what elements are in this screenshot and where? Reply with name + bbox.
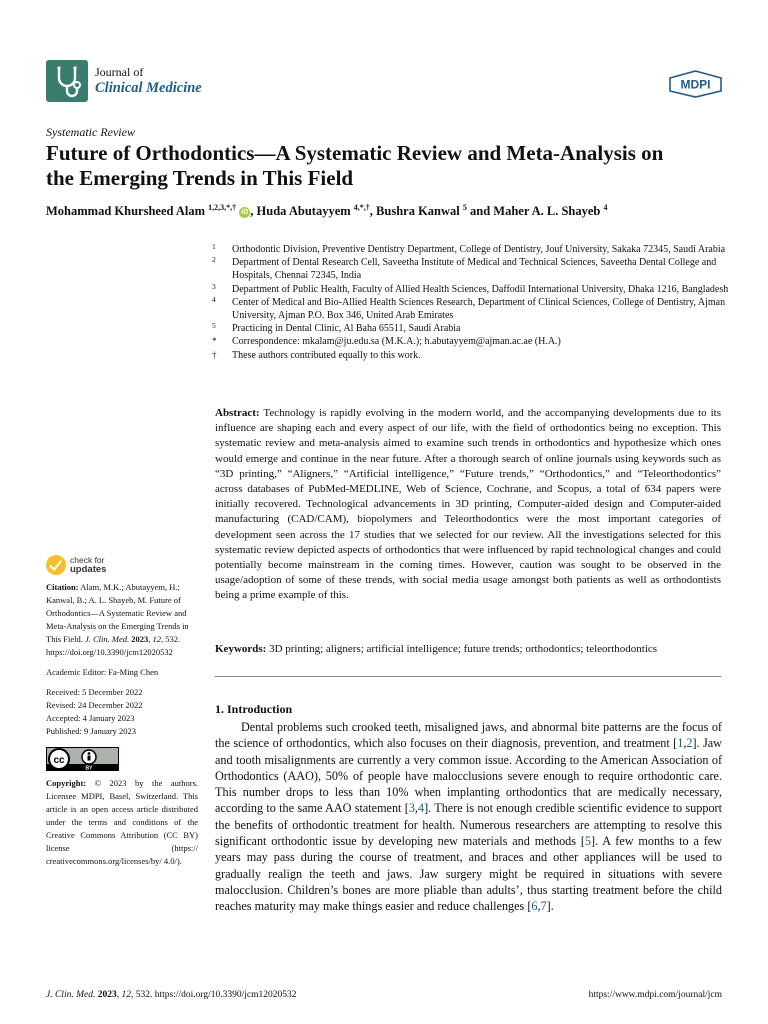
- journal-name: [95, 66, 202, 96]
- copyright-text: © 2023 by the authors. Licensee MDPI, Basel, Switzerland. This article is an open access article distributed under the terms and conditions of the Creative Commons Attribution (CC BY) license (https:// creativecommons.org/licenses/by/ 4.0/).: [46, 778, 199, 866]
- section-divider: [215, 676, 721, 677]
- affiliation-mark: 2: [212, 255, 216, 265]
- article-title: Future of Orthodontics—A Systematic Review and Meta-Analysis on the Emerging Trends in This Field: [46, 141, 664, 191]
- keywords-label: Keywords:: [215, 643, 267, 655]
- intro-text: Dental problems such crooked teeth, misaligned jaws, and abnormal bite patterns are the focus of the science of orthodontics, which also focuses on their diagnosis, prevention, and treatment [: [215, 720, 722, 751]
- reference-link[interactable]: 6: [531, 899, 538, 914]
- author-affiliation-marks: 4,*,†: [353, 203, 370, 212]
- keywords: [215, 642, 725, 657]
- abstract: [215, 406, 721, 604]
- intro-text: ]. There is not enough credible scientific evidence to support the benefits of orthodontic treatment for health. Numerous researchers are attempting to resolve this significant orthodontic issue by developing new materials and methods [: [215, 801, 722, 849]
- introduction-body: [215, 719, 722, 915]
- journal-title: Clinical Medicine: [95, 79, 202, 96]
- affiliation-text: Department of Public Health, Faculty of Allied Health Sciences, Daffodil International University, Dhaka 1216, Bangladesh: [232, 283, 729, 295]
- reference-link[interactable]: 2: [686, 736, 693, 751]
- published-date: Published: 9 January 2023: [46, 726, 136, 736]
- affiliation-mark: 3: [212, 281, 216, 291]
- article-type: Systematic Review: [46, 125, 135, 139]
- received-date: Received: 5 December 2022: [46, 687, 143, 697]
- revised-date: Revised: 24 December 2022: [46, 700, 143, 710]
- orcid-icon[interactable]: iD: [241, 209, 249, 217]
- svg-text:MDPI: MDPI: [680, 77, 711, 92]
- academic-editor: Academic Editor: Fa-Ming Chen: [46, 667, 159, 677]
- accepted-date: Accepted: 4 January 2023: [46, 713, 135, 723]
- citation-text: Alam, M.K.; Abutayyem, H.; Kanwal, B.; A. L. Shayeb, M. Future of Orthodontics—A Systematic Review and Meta-Analysis on the Emerging Trends in This Field.: [46, 582, 189, 644]
- article-sidebar: [46, 581, 198, 868]
- intro-text: ,: [414, 801, 418, 816]
- reference-link[interactable]: 1: [677, 736, 684, 751]
- check-for-updates-badge[interactable]: [46, 555, 136, 577]
- affiliation-text: These authors contributed equally to this work.: [232, 349, 421, 361]
- intro-text: ]. Jaw and tooth misalignments are currently a very common issue. According to the American Association of Orthodontics (AAO), 50% of people have malocclusions severe enough to require orthodontic care. This number drops to less than 10% when implanting orthodontics that are medically necessary, according to the same AAO statement [: [215, 736, 722, 816]
- footer-journal-url[interactable]: https://www.mdpi.com/journal/jcm: [588, 990, 722, 1000]
- author-name: Huda Abutayyem: [256, 204, 354, 219]
- author-name: Mohammad Khursheed Alam: [46, 204, 209, 219]
- footer-citation: J. Clin. Med. 2023, 12, 532. https://doi.org/10.3390/jcm12020532: [46, 990, 297, 1000]
- reference-link[interactable]: 4: [417, 801, 425, 816]
- author-affiliation-marks: 5: [462, 203, 467, 212]
- affiliation-text: Department of Dental Research Cell, Saveetha Institute of Medical and Technical Sciences, Saveetha Dental College and Hospitals, Chennai 72345, India: [232, 257, 717, 282]
- svg-text:BY: BY: [85, 765, 93, 771]
- affiliation-text: Center of Medical and Bio-Allied Health Sciences Research, Department of Clinical Sciences, College of Dentistry, Ajman University, Ajman P.O. Box 346, United Arab Emirates: [232, 296, 726, 322]
- publisher-logo: [668, 70, 723, 98]
- reference-link[interactable]: 5: [584, 834, 592, 849]
- intro-text: ,: [683, 736, 687, 751]
- affiliation-item: [212, 256, 732, 282]
- affiliation-text: Orthodontic Division, Preventive Dentistry Department, College of Dentistry, Jouf University, Sakaka 72345, Saudi Arabia: [232, 244, 726, 255]
- affiliation-item: [212, 243, 732, 256]
- affiliation-mark: †: [212, 349, 217, 360]
- footer-journal: J. Clin. Med.: [46, 990, 96, 1000]
- footer-volume: 12: [121, 990, 131, 1000]
- citation: Citation: Alam, M.K.; Abutayyem, H.; Kanwal, B.; A. L. Shayeb, M. Future of Orthodontics—A Systematic Review and Meta-Analysis on the Emerging Trends in This Field. J. Clin. Med. 2023, 12, 532. https://doi.org/10.3390/jcm12020532: [46, 582, 189, 657]
- author-affiliation-marks: 1,2,3,*,†: [208, 203, 237, 212]
- reference-link[interactable]: 3: [408, 801, 415, 816]
- affiliation-item: [212, 349, 732, 362]
- svg-text:cc: cc: [53, 755, 65, 766]
- affiliation-item: [212, 283, 732, 296]
- reference-link[interactable]: 7: [540, 899, 547, 914]
- affiliation-mark: 1: [212, 242, 216, 251]
- check-line2: updates: [70, 564, 107, 575]
- author-name: Bushra Kanwal: [376, 204, 463, 219]
- footer-year: 2023: [97, 990, 117, 1000]
- affiliations: [212, 243, 732, 362]
- affiliation-item: [212, 335, 732, 348]
- affiliation-mark: 5: [212, 321, 216, 331]
- journal-of-label: Journal of: [95, 65, 144, 79]
- citation-volume: 12: [152, 634, 161, 644]
- copyright-label: Copyright:: [46, 778, 87, 788]
- footer-doi[interactable]: , 532. https://doi.org/10.3390/jcm12020532: [130, 990, 297, 1000]
- affiliation-mark: 4: [212, 294, 216, 304]
- copyright: [46, 777, 198, 868]
- intro-text: ]. A few months to a few years may pass during the course of treatment, and braces and other appliances will be used to gradually realign the teeth and jaws. Jaw surgery might be required in situations with severe malocclusion. Children’s bones are more pliable than adults’, thus starting treatment before the child reaches maturity may make things easier and reduce challenges [: [215, 834, 722, 914]
- affiliation-mark: *: [212, 336, 217, 347]
- publication-dates: [46, 686, 198, 738]
- check-line1: check for: [70, 555, 105, 565]
- abstract-text: Technology is rapidly evolving in the modern world, and the accompanying developments due to its influence are shaping each and every aspect of our life, with the field of orthodontics being no exception. This systematic review and meta-analysis aimed to examine such trends in orthodontics and hypothesize which ones would emerge and continue in the near future. After a thorough search of online journals using keywords such as “3D printing,” “Aligners,” “Artificial intelligence,” “Future trends,” “Orthodontics,” and “Teleorthodontics” across databases of PubMed-MEDLINE, Web of Science, Cochrane, and Scopus, a total of 634 papers were initially recovered. Technological advancements in 3D printing, Computer-aided design and Computer-aided manufacturing (CAD/CAM), biopolymers and Teleorthodontics were the most important categories of development seen across the 17 studies that we selected for our review. All the investigations selected for this systematic review depicted aspects of orthodontics that were influenced by rapid technological changes and could potentially become mainstream in the coming times. However, caution was sought to be observed in the usage/adoption of some of these trends, with social media usage amongst both patients as well as orthodontists being a prime example of this.: [215, 407, 721, 602]
- author-name: Maher A. L. Shayeb: [493, 204, 604, 219]
- citation-journal: J. Clin. Med.: [84, 634, 130, 644]
- keywords-text: 3D printing; aligners; artificial intelligence; future trends; orthodontics; teleorthodontics: [269, 643, 658, 655]
- affiliation-text: Practicing in Dental Clinic, Al Baha 65511, Saudi Arabia: [232, 323, 461, 335]
- author-list: Mohammad Khursheed Alam $^{1,2,3,*,\dagger}$ iD , Huda Abutayyem $^{4,*,\dagger}$, Bushra Kanwal $^5$ and Maher A. L. Shayeb $^4$: [46, 203, 608, 219]
- journal-logo: [46, 60, 88, 102]
- intro-text: ].: [546, 899, 554, 914]
- affiliation-item: [212, 322, 732, 335]
- citation-year: 2023: [131, 634, 149, 644]
- intro-text: ,: [537, 899, 541, 914]
- author-affiliation-marks: 4: [603, 203, 608, 212]
- check-icon: [46, 555, 66, 575]
- cc-by-license-icon[interactable]: [46, 747, 119, 771]
- abstract-label: Abstract:: [215, 407, 260, 419]
- citation-doi[interactable]: , 532. https://doi.org/10.3390/jcm12020532: [46, 634, 181, 657]
- affiliation-text: Correspondence: mkalam@ju.edu.sa (M.K.A.); h.abutayyem@ajman.ac.ae (H.A.): [232, 336, 561, 348]
- citation-label: Citation:: [46, 582, 79, 592]
- affiliation-item: [212, 296, 732, 322]
- introduction-heading: 1. Introduction: [215, 702, 293, 716]
